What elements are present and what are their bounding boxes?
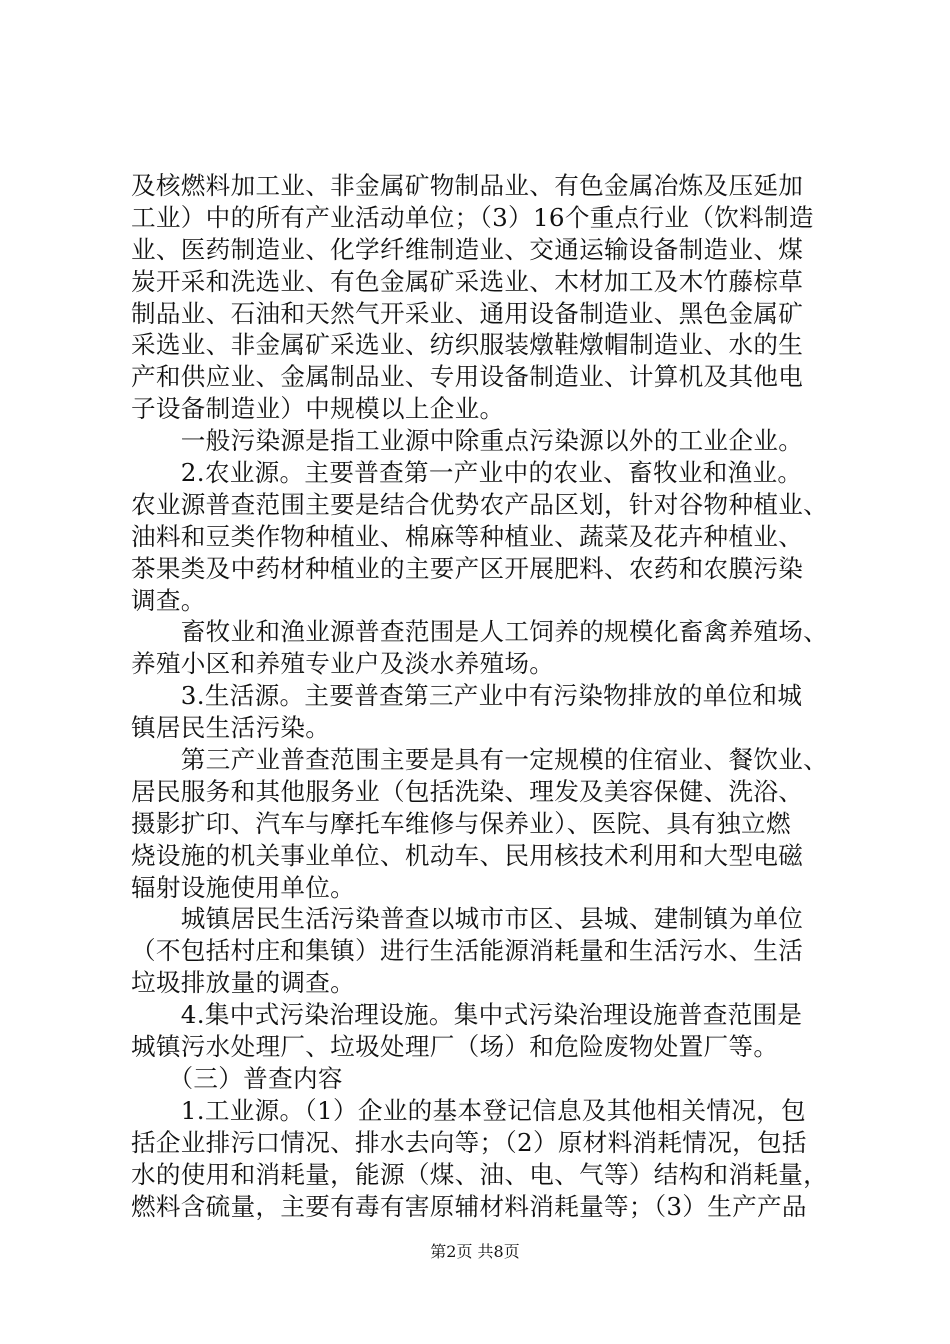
- text-line: 4.集中式污染治理设施。集中式污染治理设施普查范围是: [131, 1000, 803, 1030]
- text-line: 采选业、非金属矿采选业、纺织服装燉鞋燉帽制造业、水的生: [131, 330, 804, 360]
- text-line: （三）普查内容: [131, 1063, 343, 1093]
- text-line: 括企业排污口情况、排水去向等；（2）原材料消耗情况，包括: [131, 1127, 807, 1157]
- text-line: 燃料含硫量，主要有毒有害原辅材料消耗量等；（3）生产产品: [131, 1191, 807, 1221]
- text-line: 镇居民生活污染。: [131, 713, 331, 743]
- text-line: 3.生活源。主要普查第三产业中有污染物排放的单位和城: [131, 681, 803, 711]
- text-line: 畜牧业和渔业源普查范围是人工饲养的规模化畜禽养殖场、: [131, 617, 829, 647]
- text-line: 城镇污水处理厂、垃圾处理厂（场）和危险废物处置厂等。: [131, 1032, 779, 1062]
- text-line: 农业源普查范围主要是结合优势农产品区划，针对谷物种植业、: [131, 489, 829, 519]
- text-line: 炭开采和洗选业、有色金属矿采选业、木材加工及木竹藤棕草: [131, 266, 804, 296]
- text-line: 城镇居民生活污染普查以城市市区、县城、建制镇为单位: [131, 904, 804, 934]
- text-line: 油料和豆类作物种植业、棉麻等种植业、蔬菜及花卉种植业、: [131, 521, 804, 551]
- text-line: （不包括村庄和集镇）进行生活能源消耗量和生活污水、生活: [131, 936, 804, 966]
- text-line: 及核燃料加工业、非金属矿物制品业、有色金属冶炼及压延加: [131, 171, 804, 200]
- text-line: 业、医药制造业、化学纤维制造业、交通运输设备制造业、煤: [131, 234, 804, 264]
- text-line: 居民服务和其他服务业（包括洗染、理发及美容保健、洗浴、: [131, 776, 804, 806]
- text-line: 1.工业源。（1）企业的基本登记信息及其他相关情况，包: [131, 1095, 806, 1125]
- text-line: 摄影扩印、汽车与摩托车维修与保养业）、医院、具有独立燃: [131, 808, 791, 838]
- text-line: 一般污染源是指工业源中除重点污染源以外的工业企业。: [131, 426, 804, 456]
- text-line: 水的使用和消耗量，能源（煤、油、电、气等）结构和消耗量，: [131, 1159, 829, 1189]
- text-line: 2.农业源。主要普查第一产业中的农业、畜牧业和渔业。: [131, 458, 803, 488]
- text-line: 子设备制造业）中规模以上企业。: [131, 394, 505, 424]
- page-footer: 第2页 共8页: [430, 1242, 520, 1261]
- text-line: 第三产业普查范围主要是具有一定规模的住宿业、餐饮业、: [131, 745, 829, 775]
- text-line: 产和供应业、金属制品业、专用设备制造业、计算机及其他电: [131, 362, 804, 392]
- text-line: 制品业、石油和天然气开采业、通用设备制造业、黑色金属矿: [131, 298, 804, 328]
- text-line: 调查。: [131, 585, 206, 615]
- text-line: 工业）中的所有产业活动单位；（3）16个重点行业（饮料制造: [131, 202, 814, 232]
- text-line: 养殖小区和养殖专业户及淡水养殖场。: [131, 649, 555, 679]
- text-line: 烧设施的机关事业单位、机动车、民用核技术利用和大型电磁: [131, 840, 804, 870]
- text-line: 辐射设施使用单位。: [131, 872, 356, 902]
- body-text: [131, 170, 831, 1222]
- text-line: 垃圾排放量的调查。: [131, 968, 356, 998]
- text-line: 茶果类及中药材种植业的主要产区开展肥料、农药和农膜污染: [131, 553, 804, 583]
